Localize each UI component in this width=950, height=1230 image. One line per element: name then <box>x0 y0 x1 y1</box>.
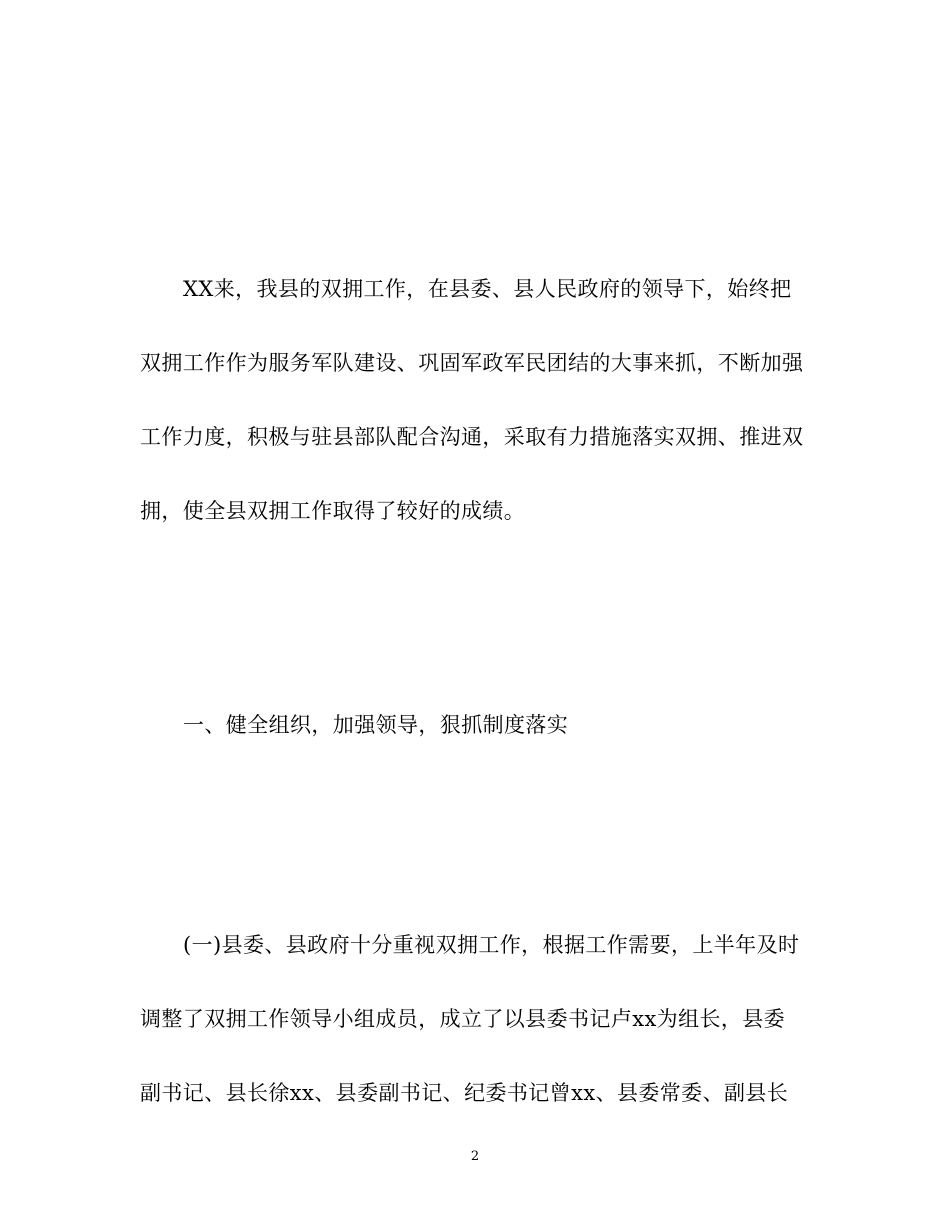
paragraph-subsection-1 <box>140 908 820 1130</box>
text-line: 工作力度，积极与驻县部队配合沟通，采取有力措施落实双拥、推进双 <box>140 425 804 449</box>
section-heading <box>140 688 820 762</box>
text-line: 副书记、县长徐xx、县委副书记、纪委书记曾xx、县委常委、副县长 <box>140 1081 789 1105</box>
text-line: 双拥工作作为服务军队建设、巩固军政军民团结的大事来抓，不断加强 <box>140 351 804 375</box>
paragraph-intro <box>140 252 820 548</box>
text-line: XX来，我县的双拥工作，在县委、县人民政府的领导下，始终把 <box>183 277 792 301</box>
page-number: 2 <box>470 1149 480 1164</box>
heading-text: 一、健全组织，加强领导，狠抓制度落实 <box>183 713 569 737</box>
text-line: 调整了双拥工作领导小组成员，成立了以县委书记卢xx为组长，县委 <box>140 1007 786 1031</box>
text-line: (一)县委、县政府十分重视双拥工作，根据工作需要，上半年及时 <box>183 933 800 957</box>
text-line: 拥，使全县双拥工作取得了较好的成绩。 <box>140 499 526 523</box>
